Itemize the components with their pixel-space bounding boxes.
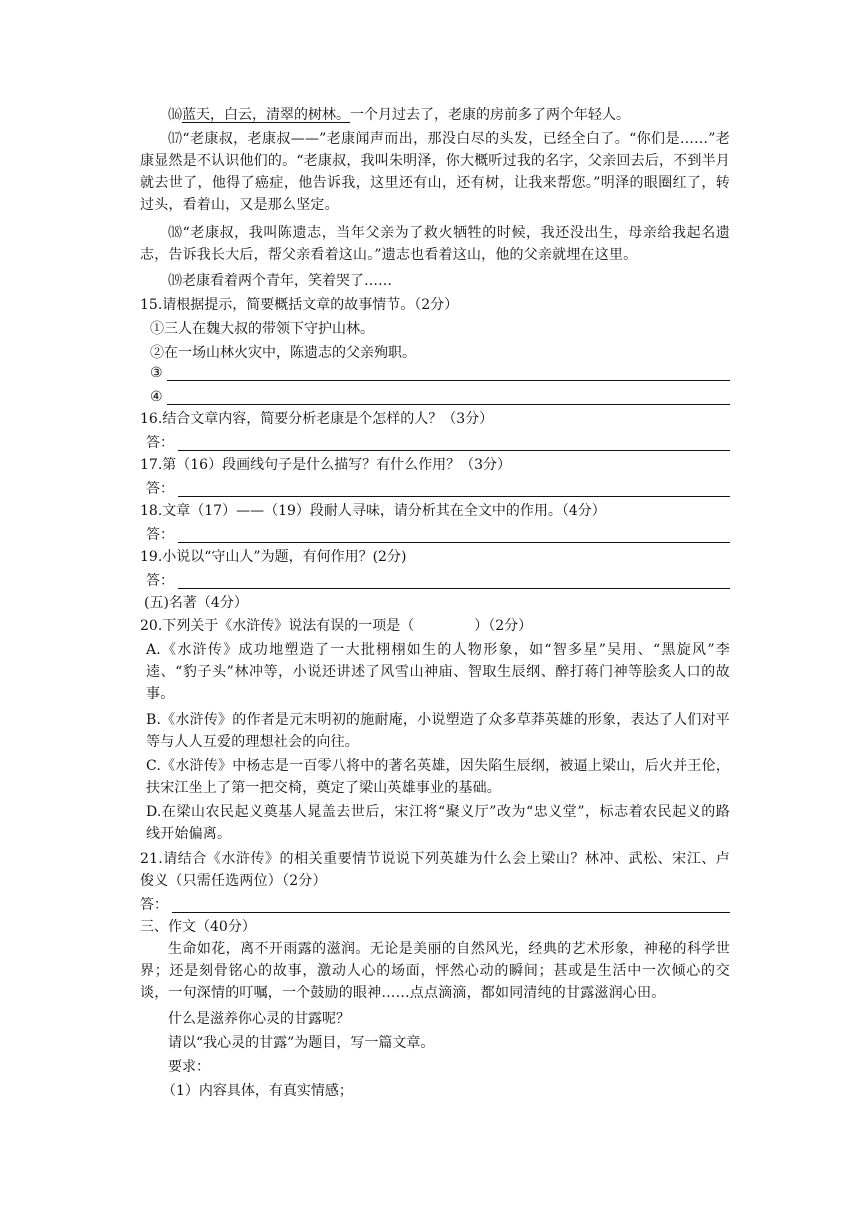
requirements-label: 要求：	[168, 1059, 210, 1075]
answer-label: 答：	[146, 481, 174, 497]
answer-21-row[interactable]	[140, 894, 730, 916]
answer-16-row[interactable]	[146, 432, 730, 454]
answer-line[interactable]	[167, 390, 730, 405]
answer-line[interactable]	[172, 898, 730, 913]
answer-label: 答：	[146, 573, 174, 589]
plot-item-3-label: ③	[150, 365, 163, 381]
paragraph-number: ⒃	[168, 107, 182, 123]
plot-item-2: ②在一场山林火灾中，陈遗志的父亲殉职。	[150, 345, 416, 361]
plot-item-4-label: ④	[150, 389, 163, 405]
question-points: ）（2分）	[474, 618, 533, 634]
essay-prompt-paragraph: 生命如花，离不开雨露的滋润。无论是美丽的自然风光，经典的艺术形象，神秘的科学世界；还是刻骨铭心的故事，激动人心的场面，怦然心动的瞬间；甚或是生活中一次倾心的交谈，一句深情的叮嘱，一个鼓励的眼神……点点滴滴，都如同清纯的甘露滋润心田。	[140, 941, 730, 1001]
essay-instruction: 请以“我心灵的甘露”为题目，写一篇文章。	[168, 1035, 435, 1051]
question-17: 17.第（16）段画线句子是什么描写？有什么作用？（3分）	[140, 457, 511, 473]
plot-item-4-row[interactable]	[150, 386, 730, 408]
plot-item-3-row[interactable]	[150, 362, 730, 384]
option-b: B.《水浒传》的作者是元末明初的施耐庵，小说塑造了众多草莽英雄的形象，表达了人们对平等与人人互爱的理想社会的向往。	[146, 712, 730, 750]
question-18: 18.文章（17）——（19）段耐人寻味，请分析其在全文中的作用。（4分）	[140, 503, 606, 519]
answer-line[interactable]	[178, 574, 730, 589]
question-19: 19.小说以“守山人”为题，有何作用？(2分)	[140, 549, 407, 565]
requirement-1: （1）内容具体，有真实情感；	[162, 1083, 353, 1099]
paragraph-19: ⒆老康看着两个青年，笑着哭了……	[168, 273, 392, 289]
question-20	[140, 615, 730, 637]
answer-17-row[interactable]	[146, 478, 730, 500]
paragraph-16	[168, 104, 730, 126]
underlined-sentence: 蓝天，白云，清翠的树林。	[182, 107, 350, 123]
question-15: 15.请根据提示，简要概括文章的故事情节。（2分）	[140, 297, 459, 313]
answer-18-row[interactable]	[146, 524, 730, 546]
plot-item-1: ①三人在魏大叔的带领下守护山林。	[150, 321, 374, 337]
answer-19-row[interactable]	[146, 570, 730, 592]
answer-line[interactable]	[178, 528, 730, 543]
essay-question: 什么是滋养你心灵的甘露呢？	[168, 1011, 350, 1027]
answer-line[interactable]	[167, 366, 730, 381]
option-a: A.《水浒传》成功地塑造了一大批栩栩如生的人物形象，如“智多星”吴用、“黑旋风”李逵、“豹子头”林冲等，小说还讲述了风雪山神庙、智取生辰纲、醉打蒋门神等脍炙人口的故事。	[146, 642, 730, 702]
question-16: 16.结合文章内容，简要分析老康是个怎样的人？（3分）	[140, 411, 494, 427]
paragraph-18: ⒅“老康叔，我叫陈遗志，当年父亲为了救火牺牲的时候，我还没出生，母亲给我起名遗志，告诉我长大后，帮父亲看着这山。”遗志也看着这山，他的父亲就埋在这里。	[140, 225, 730, 263]
answer-line[interactable]	[178, 482, 730, 497]
answer-line[interactable]	[178, 436, 730, 451]
paragraph-text: 一个月过去了，老康的房前多了两个年轻人。	[350, 107, 630, 123]
answer-label: 答：	[146, 435, 174, 451]
paragraph-17: ⒄“老康叔，老康叔——”老康闻声而出，那没白尽的头发，已经全白了。“你们是……”老康显然是不认识他们的。“老康叔，我叫朱明泽，你大概听过我的名字，父亲回去后，不到半月就去世了，他得了癌症，他告诉我，这里还有山，还有树，让我来帮您。”明泽的眼圈红了，转过头，看着山，又是那么坚定。	[140, 131, 730, 213]
option-c: C.《水浒传》中杨志是一百零八将中的著名英雄，因失陷生辰纲，被逼上梁山，后火并王伦，扶宋江坐上了第一把交椅，奠定了梁山英雄事业的基础。	[146, 758, 730, 796]
section-5-heading: (五)名著（4分）	[144, 595, 248, 611]
answer-label: 答：	[146, 527, 174, 543]
section-3-heading: 三、作文（40分）	[140, 919, 256, 935]
answer-label: 答：	[140, 897, 168, 913]
question-21: 21.请结合《水浒传》的相关重要情节说说下列英雄为什么会上梁山？林冲、武松、宋江、卢俊义（只需任选两位）（2分）	[140, 851, 730, 889]
question-text: 20.下列关于《水浒传》说法有误的一项是（	[140, 618, 415, 634]
option-d: D.在梁山农民起义奠基人晁盖去世后，宋江将“聚义厅”改为“忠义堂”，标志着农民起义的路线开始偏离。	[146, 804, 730, 842]
